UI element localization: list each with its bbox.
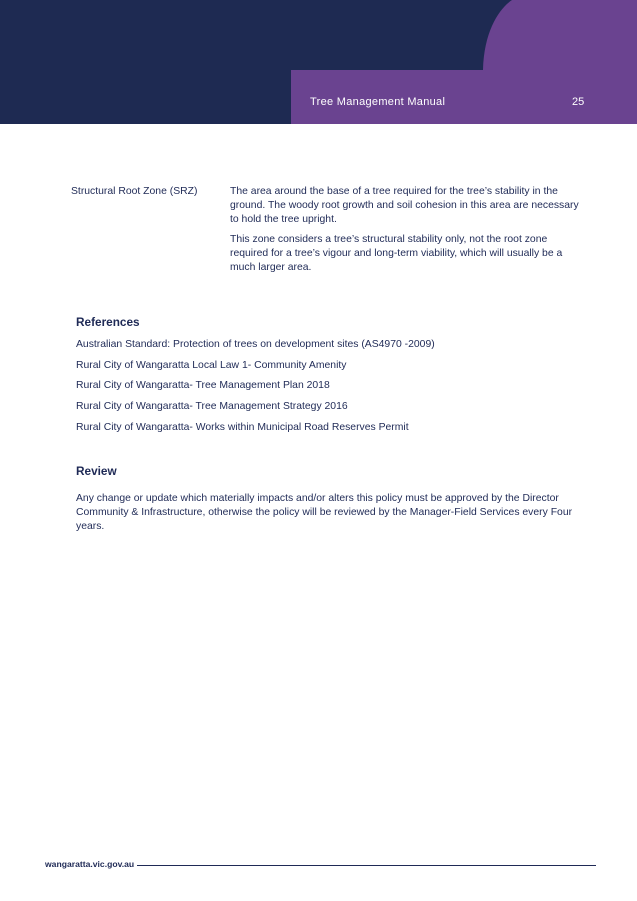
- reference-item: Australian Standard: Protection of trees on development sites (AS4970 -2009): [76, 339, 435, 350]
- reference-item: Rural City of Wangaratta Local Law 1- Community Amenity: [76, 359, 347, 371]
- definition-paragraph: The area around the base of a tree required for the tree’s stability in the ground. The woody root growth and soil cohesion in this area are necessary to hold the tree upright.: [230, 186, 579, 225]
- references-list: [76, 338, 576, 441]
- definition-term: Structural Root Zone (SRZ): [71, 186, 198, 197]
- references-heading: References: [76, 315, 140, 329]
- footer-url[interactable]: wangaratta.vic.gov.au: [45, 859, 135, 869]
- reference-item: Rural City of Wangaratta- Tree Management Plan 2018: [76, 380, 330, 392]
- review-heading: Review: [76, 464, 117, 478]
- definition-body: [230, 185, 582, 281]
- reference-item: Rural City of Wangaratta- Works within Municipal Road Reserves Permit: [76, 421, 409, 433]
- review-text: Any change or update which materially impacts and/or alters this policy must be approved by the Director Community & Infrastructure, otherwise the policy will be reviewed by the Manager-Field Services every Four years.: [76, 493, 573, 532]
- document-title: Tree Management Manual: [310, 96, 446, 108]
- reference-item: Rural City of Wangaratta- Tree Management Strategy 2016: [76, 401, 348, 413]
- definition-paragraph: This zone considers a tree’s structural stability only, not the root zone required for a tree’s vigour and long-term viability, which will usually be a much larger area.: [230, 234, 563, 273]
- page-number: 25: [572, 96, 585, 108]
- footer-divider: [137, 865, 596, 866]
- page-header: [0, 0, 637, 124]
